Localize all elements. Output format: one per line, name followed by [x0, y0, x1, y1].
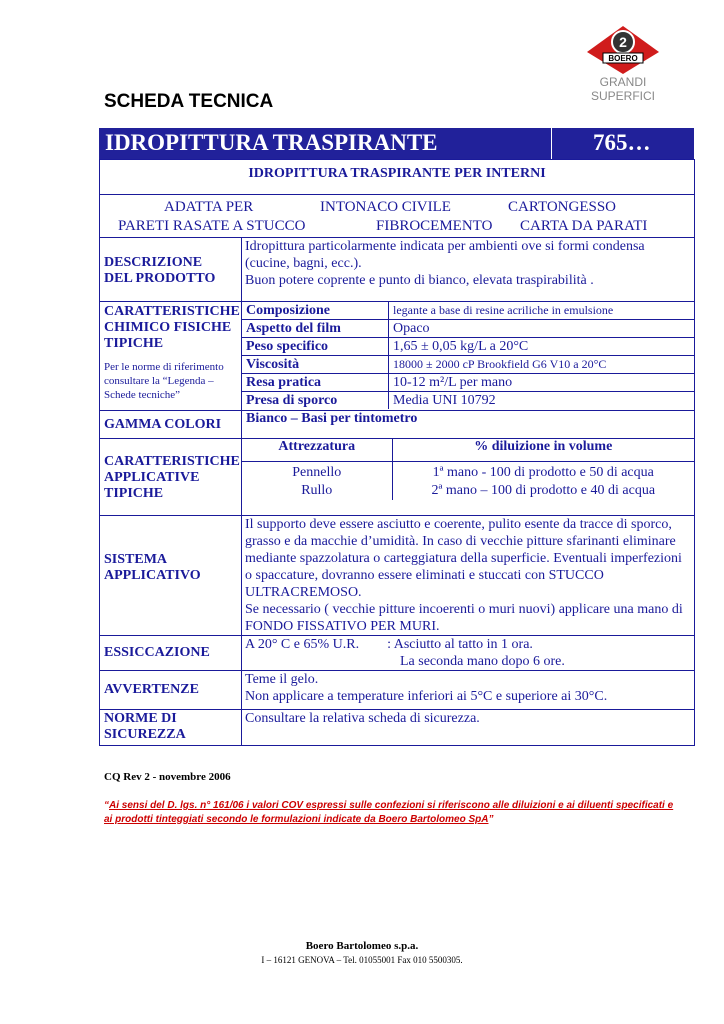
avvertenze-value: Teme il gelo. Non applicare a temperature inferiori ai 5°C e superiore ai 30°C.: [242, 671, 695, 710]
essiccazione-label: ESSICCAZIONE: [100, 636, 242, 671]
legenda-note: Per le norme di riferimento consultare la “Legenda – Schede tecniche”: [104, 361, 224, 401]
sistema-label: SISTEMA APPLICATIVO: [100, 516, 242, 636]
revision-note: CQ Rev 2 - novembre 2006: [104, 771, 231, 783]
boero-logo: [583, 22, 663, 104]
svg-text:GRANDI: GRANDI: [599, 75, 647, 89]
gamma-value: Bianco – Basi per tintometro: [242, 411, 695, 439]
applicative-label: CARATTERISTICHE APPLICATIVE TIPICHE: [100, 439, 242, 516]
descrizione-label: DESCRIZIONE DEL PRODOTTO: [100, 238, 242, 302]
page-heading: SCHEDA TECNICA: [104, 91, 274, 112]
gamma-label: GAMMA COLORI: [100, 411, 242, 439]
product-name: IDROPITTURA TRASPIRANTE: [105, 130, 438, 155]
product-code: 765…: [593, 130, 651, 155]
norme-label: NORME DI SICUREZZA: [100, 710, 242, 746]
caratteristiche-label: CARATTERISTICHE CHIMICO FISICHE TIPICHE Per le norme di riferimento consultare la “Legenda – Schede tecniche”: [100, 302, 242, 411]
caratteristiche-values: Composizione legante a base di resine acriliche in emulsione Aspetto del film Opaco Peso specifico 1,65 ± 0,05 kg/L a 20°C Viscosità 18000 ± 2000 cP Brookfield G6 V10 a 20°C Resa pratica 10-12 m²/L per mano Presa di sporco Media UNI 10792: [242, 302, 695, 411]
descrizione-value: Idropittura particolarmente indicata per ambienti ove si formi condensa (cucine, bagni, ecc.). Buon potere coprente e punto di bianco, elevata traspirabilità .: [242, 238, 695, 302]
essiccazione-value: A 20° C e 65% U.R. : Asciutto al tatto in 1 ora. La seconda mano dopo 6 ore.: [242, 636, 695, 671]
avvertenze-label: AVVERTENZE: [100, 671, 242, 710]
legal-note: “Ai sensi del D. lgs. n° 161/06 i valori COV espressi sulle confezioni si riferiscono alle diluizioni e ai diluenti specificati e ai prodotti tinteggiati secondo le formulazioni indicate da Boero Bartolomeo SpA”: [104, 800, 674, 825]
applicative-values: Attrezzatura % diluizione in volume Pennello Rullo 1ª mano - 100 di prodotto e 50 di acqua 2ª mano – 100 di prodotto e 40 di acqua: [242, 439, 695, 516]
logo-text: BOERO: [608, 54, 638, 63]
product-subtitle: IDROPITTURA TRASPIRANTE PER INTERNI: [100, 160, 695, 195]
svg-text:2: 2: [619, 34, 627, 50]
svg-text:SUPERFICI: SUPERFICI: [590, 89, 656, 103]
product-header: [99, 128, 694, 159]
company-address: I – 16121 GENOVA – Tel. 01055001 Fax 010 5500305.: [261, 955, 463, 965]
product-uses: ADATTA PER INTONACO CIVILE CARTONGESSO PARETI RASATE A STUCCO FIBROCEMENTO CARTA DA PARATI: [100, 195, 695, 238]
sistema-value: Il supporto deve essere asciutto e coerente, pulito esente da tracce di sporco, grasso e da macchie d’umidità. In caso di vecchie pitture sfarinanti eliminare mediante spazzolatura o carteggiatura della superficie. Eventuali imperfezioni o spaccature, dovranno essere eliminati e stuccati con STUCCO ULTRACREMOSO. Se necessario ( vecchie pitture incoerenti o muri nuovi) applicare una mano di FONDO FISSATIVO PER MURI.: [242, 516, 695, 636]
tech-sheet-table: [99, 159, 695, 746]
company-name: Boero Bartolomeo s.p.a.: [305, 940, 419, 952]
norme-value: Consultare la relativa scheda di sicurezza.: [242, 710, 695, 746]
